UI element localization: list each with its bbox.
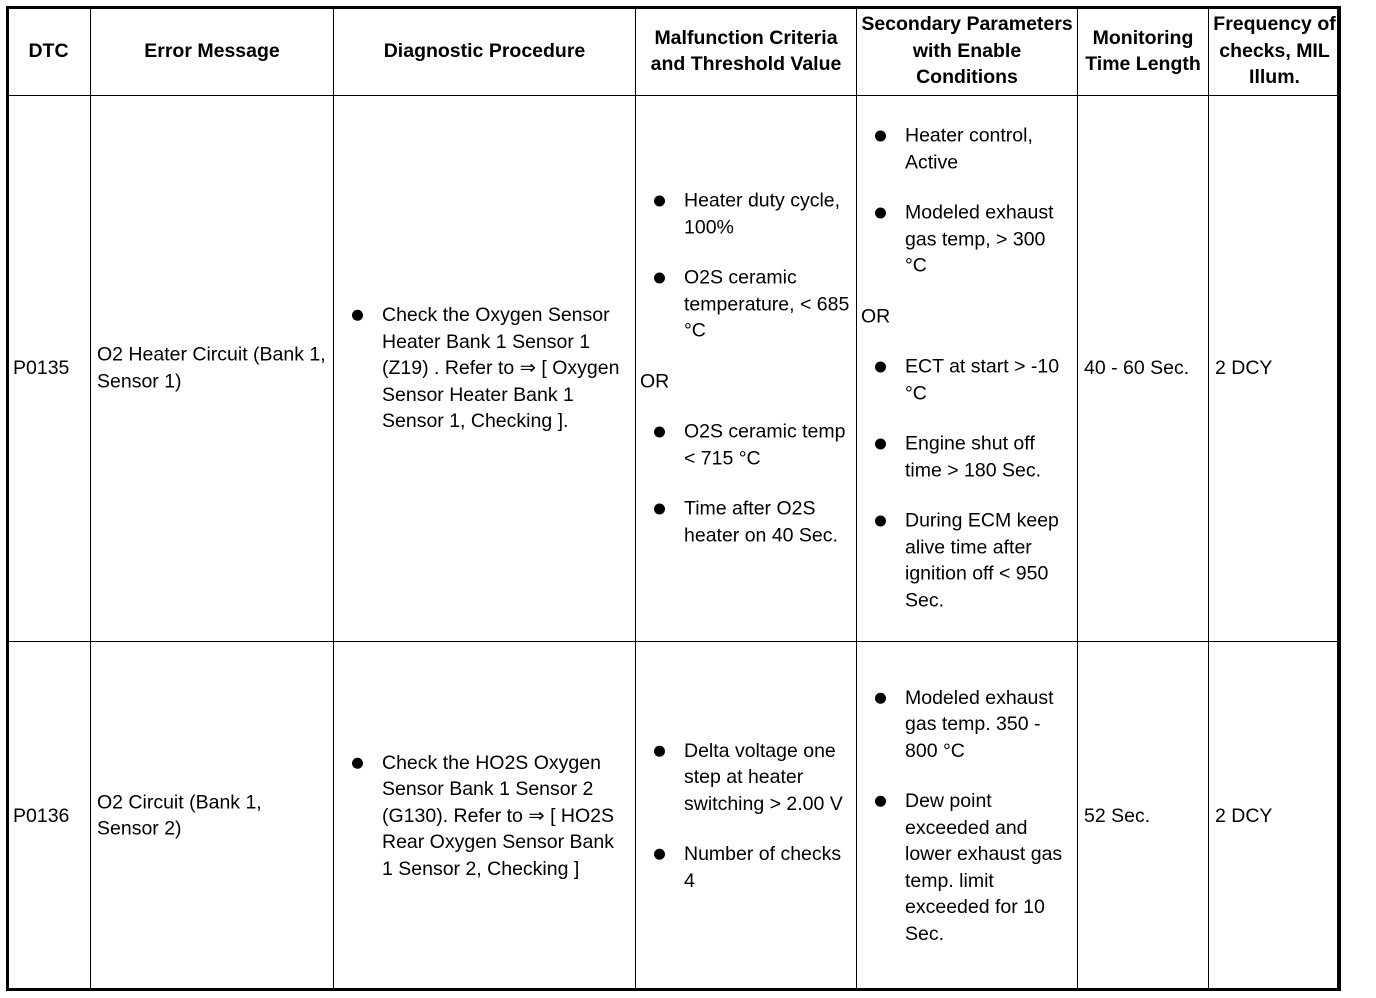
condition-item: Heater control, Active — [857, 123, 1077, 176]
condition-item: Modeled exhaust gas temp, > 300 °C — [857, 200, 1077, 280]
or-separator: OR — [861, 305, 891, 328]
bullet-icon — [654, 196, 665, 207]
malfunction-cell — [636, 641, 857, 990]
procedure-item — [334, 750, 635, 883]
bullet-icon — [654, 427, 665, 438]
frequency: 2 DCY — [1215, 804, 1273, 827]
table-row — [7, 96, 1341, 642]
bullet-icon — [654, 273, 665, 284]
bullet-icon — [875, 208, 886, 219]
criteria-item: O2S ceramic temperature, < 685 °C — [636, 265, 856, 345]
criteria-item: Number of checks 4 — [636, 841, 856, 894]
procedure-item — [334, 302, 635, 435]
malfunction-cell — [636, 96, 857, 642]
monitoring-time-cell — [1078, 96, 1209, 642]
frequency-cell — [1209, 96, 1341, 642]
condition-item: Engine shut off time > 180 Sec. — [857, 431, 1077, 484]
bullet-icon — [352, 758, 363, 769]
error-message-cell — [91, 96, 334, 642]
monitoring-time: 52 Sec. — [1084, 804, 1151, 827]
procedure-cell — [334, 641, 636, 990]
bullet-icon — [875, 516, 886, 527]
header-secondary-parameters: Secondary Parameters with Enable Conditions — [857, 7, 1078, 96]
procedure-text: Check the Oxygen Sensor Heater Bank 1 Sensor 1 (Z19) . Refer to ⇒ [ Oxygen Sensor Heater Bank 1 Sensor 1, Checking ]. — [382, 304, 620, 433]
bullet-icon — [875, 131, 886, 142]
or-separator: OR — [640, 370, 670, 393]
dtc-cell — [7, 641, 91, 990]
procedure-text: Check the HO2S Oxygen Sensor Bank 1 Sensor 2 (G130). Refer to ⇒ [ HO2S Rear Oxygen Sensor Bank 1 Sensor 2, Checking ] — [382, 751, 615, 880]
error-message-cell — [91, 641, 334, 990]
header-error-message: Error Message — [91, 7, 334, 96]
criteria-item: O2S ceramic temp < 715 °C — [636, 419, 856, 472]
header-diagnostic-procedure: Diagnostic Procedure — [334, 7, 636, 96]
bullet-icon — [654, 746, 665, 757]
criteria-item: Delta voltage one step at heater switching > 2.00 V — [636, 738, 856, 818]
condition-item: ECT at start > -10 °C — [857, 354, 1077, 407]
bullet-icon — [654, 849, 665, 860]
header-malfunction-criteria: Malfunction Criteria and Threshold Value — [636, 7, 857, 96]
bullet-icon — [875, 796, 886, 807]
criteria-item: Time after O2S heater on 40 Sec. — [636, 496, 856, 549]
frequency-cell — [1209, 641, 1341, 990]
header-dtc: DTC — [7, 7, 91, 96]
condition-item: During ECM keep alive time after ignition off < 950 Sec. — [857, 508, 1077, 614]
criteria-item: Heater duty cycle, 100% — [636, 188, 856, 241]
error-message: O2 Heater Circuit (Bank 1, Sensor 1) — [97, 343, 326, 393]
secondary-cell — [857, 641, 1078, 990]
dtc-code: P0136 — [13, 804, 70, 827]
bullet-icon — [352, 310, 363, 321]
error-message: O2 Circuit (Bank 1, Sensor 2) — [97, 791, 262, 840]
procedure-cell — [334, 96, 636, 642]
bullet-icon — [875, 362, 886, 373]
frequency: 2 DCY — [1215, 357, 1273, 380]
dtc-code: P0135 — [13, 357, 70, 380]
header-monitoring-time: Monitoring Time Length — [1078, 7, 1209, 96]
monitoring-time-cell — [1078, 641, 1209, 990]
dtc-table — [6, 6, 1341, 991]
dtc-cell — [7, 96, 91, 642]
condition-item: Modeled exhaust gas temp. 350 - 800 °C — [857, 685, 1077, 765]
monitoring-time: 40 - 60 Sec. — [1084, 357, 1190, 380]
bullet-icon — [875, 693, 886, 704]
secondary-cell — [857, 96, 1078, 642]
bullet-icon — [654, 504, 665, 515]
condition-item: Dew point exceeded and lower exhaust gas temp. limit exceeded for 10 Sec. — [857, 788, 1077, 947]
header-row — [7, 7, 1341, 96]
bullet-icon — [875, 439, 886, 450]
header-frequency: Frequency of checks, MIL Illum. — [1209, 7, 1341, 96]
table-row — [7, 641, 1341, 990]
